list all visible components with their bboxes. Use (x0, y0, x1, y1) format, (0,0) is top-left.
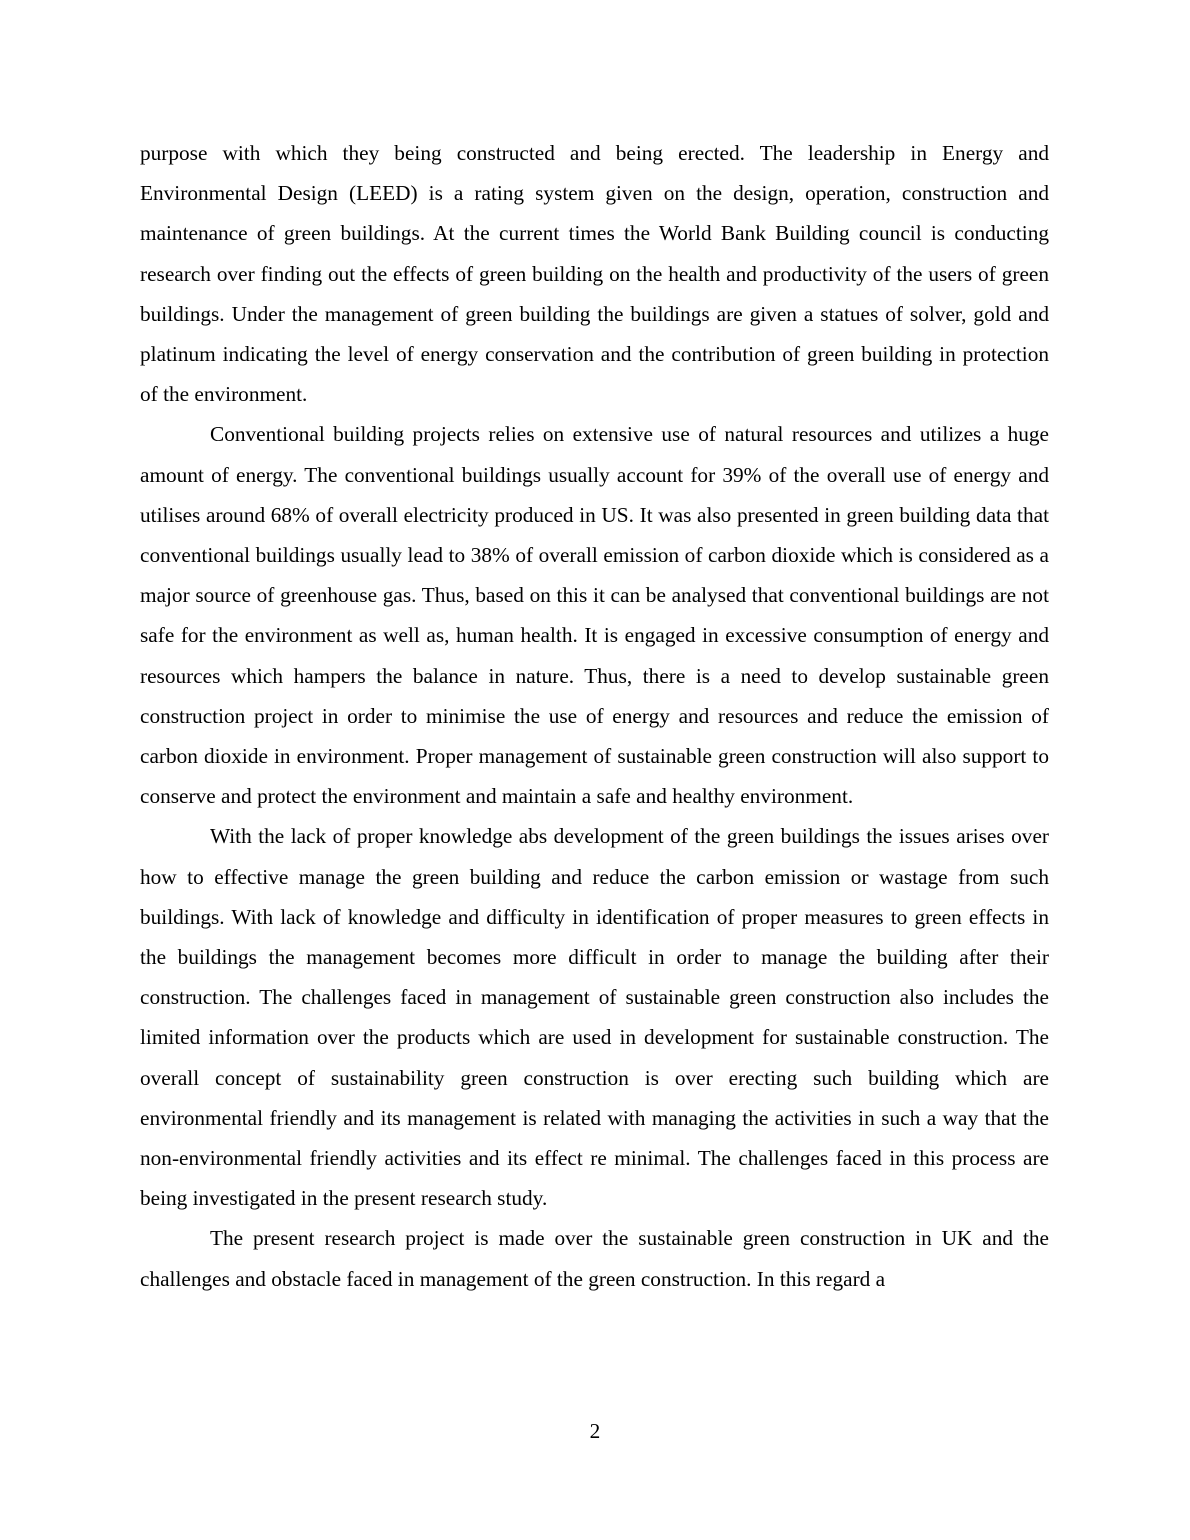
paragraph-present-research: The present research project is made over the sustainable green construction in UK and the challenges and obstacle faced in management of the green construction. In this regard a (140, 1226, 1049, 1291)
body-text (140, 133, 1049, 1299)
paragraph-conventional-buildings: Conventional building projects relies on extensive use of natural resources and utilizes a huge amount of energy. The conventional buildings usually account for 39% of the overall use of energy and utilises around 68% of overall electricity produced in US. It was also presented in green building data that conventional buildings usually lead to 38% of overall emission of carbon dioxide which is considered as a major source of greenhouse gas. Thus, based on this it can be analysed that conventional buildings are not safe for the environment as well as, human health. It is engaged in excessive consumption of energy and resources which hampers the balance in nature. Thus, there is a need to develop sustainable green construction project in order to minimise the use of energy and resources and reduce the emission of carbon dioxide in environment. Proper management of sustainable green construction will also support to conserve and protect the environment and maintain a safe and healthy environment. (140, 422, 1049, 809)
paragraph-lack-of-knowledge: With the lack of proper knowledge abs development of the green buildings the issues arises over how to effective manage the green building and reduce the carbon emission or wastage from such buildings. With lack of knowledge and difficulty in identification of proper measures to green effects in the buildings the management becomes more difficult in order to manage the building after their construction. The challenges faced in management of sustainable green construction also includes the limited information over the products which are used in development for sustainable construction. The overall concept of sustainability green construction is over erecting such building which are environmental friendly and its management is related with managing the activities in such a way that the non-environmental friendly activities and its effect re minimal. The challenges faced in this process are being investigated in the present research study. (140, 824, 1049, 1211)
page-number: 2 (589, 1419, 601, 1443)
paragraph-leed-continuation: purpose with which they being constructed and being erected. The leadership in Energy and Environmental Design (LEED) is a rating system given on the design, operation, construction and maintenance of green buildings. At the current times the World Bank Building council is conducting research over finding out the effects of green building on the health and productivity of the users of green buildings. Under the management of green building the buildings are given a statues of solver, gold and platinum indicating the level of energy conservation and the contribution of green building in protection of the environment. (140, 141, 1049, 407)
